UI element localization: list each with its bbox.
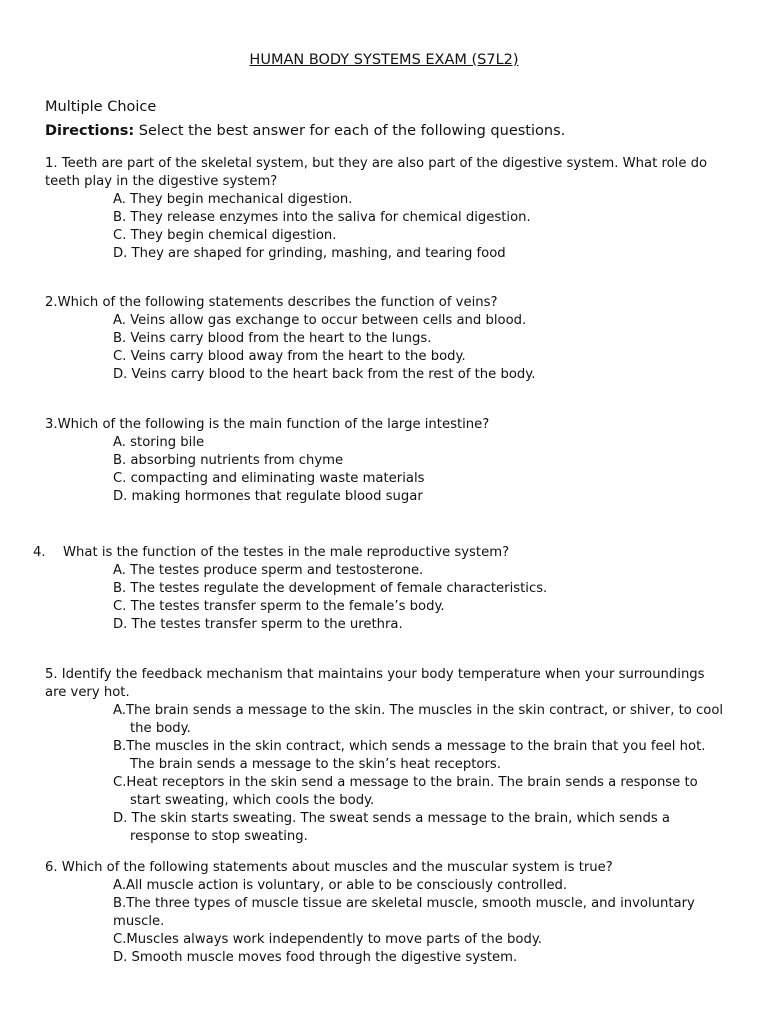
answer-option-b[interactable]: B.The muscles in the skin contract, which sends a message to the brain that you feel hot. The brain sends a message to the skin’s heat receptors. (113, 739, 706, 772)
question-number: 4. (33, 545, 46, 560)
question-3 (45, 416, 730, 506)
answer-option-d[interactable]: D. making hormones that regulate blood sugar (113, 489, 423, 504)
answer-option-b[interactable]: B. Veins carry blood from the heart to the lungs. (113, 331, 432, 346)
answer-option-c[interactable]: C.Muscles always work independently to move parts of the body. (113, 932, 542, 947)
answer-option-d[interactable]: D. The testes transfer sperm to the urethra. (113, 617, 403, 632)
answer-option-d[interactable]: D. The skin starts sweating. The sweat sends a message to the brain, which sends a response to stop sweating. (113, 811, 671, 844)
directions-label: Directions: (45, 123, 135, 139)
question-text: 1. Teeth are part of the skeletal system, but they are also part of the digestive system. What role do teeth play in the digestive system? (45, 156, 708, 189)
answer-options (113, 562, 730, 634)
answer-option-c[interactable]: C. The testes transfer sperm to the female’s body. (113, 599, 445, 614)
question-5 (45, 666, 730, 846)
answer-option-b[interactable]: B. They release enzymes into the saliva for chemical digestion. (113, 210, 531, 225)
answer-options (113, 191, 730, 263)
question-text: What is the function of the testes in the male reproductive system? (63, 545, 510, 560)
question-text: 6. Which of the following statements about muscles and the muscular system is true? (45, 860, 613, 875)
answer-option-b[interactable]: B.The three types of muscle tissue are skeletal muscle, smooth muscle, and involuntary muscle. (113, 896, 695, 929)
exam-title: HUMAN BODY SYSTEMS EXAM (S7L2) (249, 52, 519, 68)
answer-option-c[interactable]: C. Veins carry blood away from the heart to the body. (113, 349, 466, 364)
answer-options (113, 702, 730, 846)
question-text: 2.Which of the following statements describes the function of veins? (45, 295, 498, 310)
answer-options (113, 434, 730, 506)
answer-option-a[interactable]: A. The testes produce sperm and testosterone. (113, 563, 424, 578)
answer-option-a[interactable]: A.The brain sends a message to the skin. The muscles in the skin contract, or shiver, to cool the body. (113, 703, 724, 736)
question-6 (45, 859, 730, 967)
directions (45, 123, 565, 139)
answer-option-a[interactable]: A. Veins allow gas exchange to occur between cells and blood. (113, 313, 527, 328)
answer-option-c[interactable]: C. compacting and eliminating waste materials (113, 471, 425, 486)
section-heading: Multiple Choice (45, 99, 157, 115)
answer-options (113, 312, 730, 384)
question-1 (45, 155, 730, 263)
question-4 (33, 544, 730, 634)
answer-option-d[interactable]: D. Veins carry blood to the heart back from the rest of the body. (113, 367, 536, 382)
question-text: 3.Which of the following is the main function of the large intestine? (45, 417, 490, 432)
question-text: 5. Identify the feedback mechanism that maintains your body temperature when your surroundings are very hot. (45, 667, 705, 700)
answer-option-b[interactable]: B. absorbing nutrients from chyme (113, 453, 344, 468)
answer-option-d[interactable]: D. Smooth muscle moves food through the digestive system. (113, 950, 518, 965)
answer-option-a[interactable]: A.All muscle action is voluntary, or able to be consciously controlled. (113, 878, 568, 893)
answer-option-d[interactable]: D. They are shaped for grinding, mashing, and tearing food (113, 246, 506, 261)
answer-options (113, 877, 730, 967)
directions-text: Select the best answer for each of the following questions. (134, 123, 566, 139)
answer-option-a[interactable]: A. They begin mechanical digestion. (113, 192, 353, 207)
question-2 (45, 294, 730, 384)
answer-option-c[interactable]: C.Heat receptors in the skin send a message to the brain. The brain sends a response to start sweating, which cools the body. (113, 775, 698, 808)
answer-option-b[interactable]: B. The testes regulate the development of female characteristics. (113, 581, 548, 596)
answer-option-c[interactable]: C. They begin chemical digestion. (113, 228, 337, 243)
answer-option-a[interactable]: A. storing bile (113, 435, 205, 450)
